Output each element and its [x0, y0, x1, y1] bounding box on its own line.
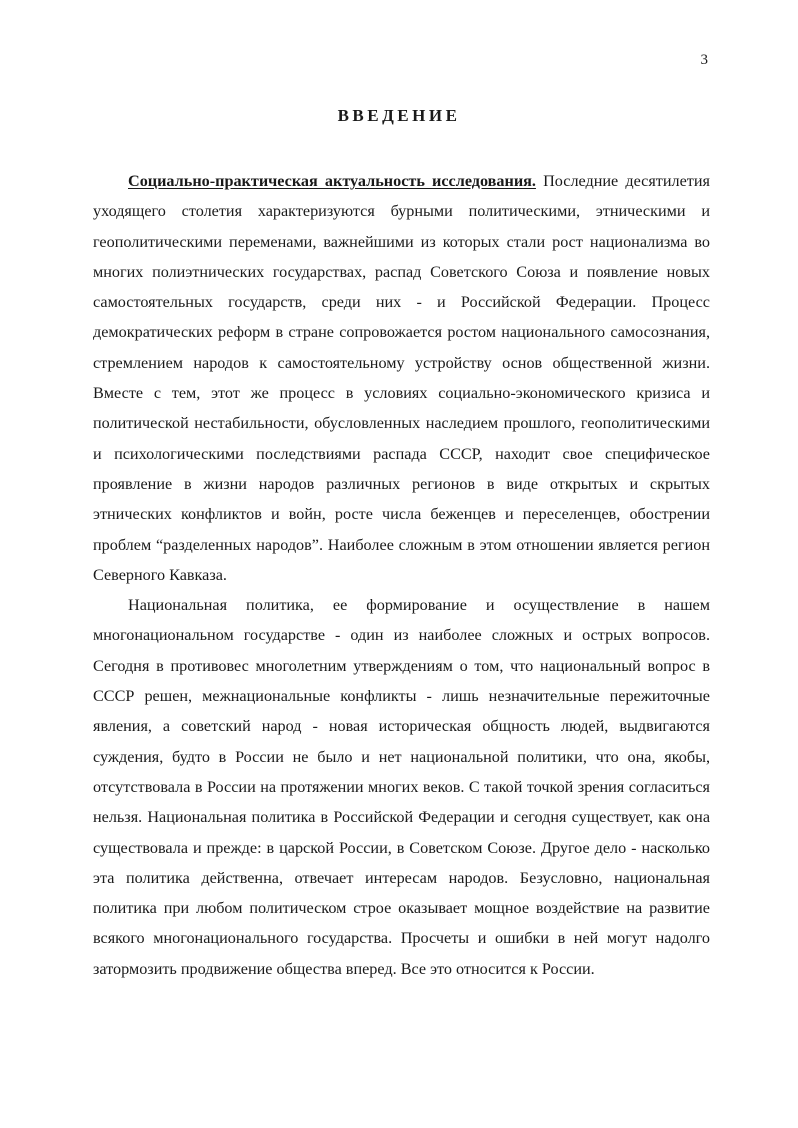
section-title: ВВЕДЕНИЕ: [337, 106, 461, 125]
paragraph-text: Национальная политика, ее формирование и осуществление в нашем многонациональном государстве - один из наиболее сложных и острых вопросов. Сегодня в противовес многолетним утверждениям о том, что национальный вопрос в СССР решен, межнациональные конфликты - лишь незначительные пережиточные явления, а советский народ - новая историческая общность людей, выдвигаются суждения, будто в России не было и нет национальной политики, что она, якобы, отсутствовала в России на протяжении многих веков. С такой точкой зрения согласиться нельзя. Национальная политика в Российской Федерации и сегодня существует, как она существовала и прежде: в царской России, в Советском Союзе. Другое дело - насколько эта политика действенна, отвечает интересам народов. Безусловно, национальная политика при любом политическом строе оказывает мощное воздействие на развитие всякого многонационального государства. Просчеты и ошибки в ней могут надолго затормозить продвижение общества вперед. Все это относится к России.: [93, 596, 710, 978]
paragraph: [93, 166, 710, 590]
body-text: [93, 166, 710, 984]
paragraph-lead-heading: Социально-практическая актуальность исследования.: [128, 172, 536, 190]
paragraph-text: Последние десятилетия уходящего столетия характеризуются бурными политическими, этническими и геополитическими переменами, важнейшими из которых стали рост национализма во многих полиэтнических государствах, распад Советского Союза и появление новых самостоятельных государств, среди них - и Российской Федерации. Процесс демократических реформ в стране сопровожается ростом национального самосознания, стремлением народов к самостоятельному устройству основ общественной жизни. Вместе с тем, этот же процесс в условиях социально-экономического кризиса и политической нестабильности, обусловленных наследием прошлого, геополитическими и психологическими последствиями распада СССР, находит свое специфическое проявление в жизни народов различных регионов в виде открытых и скрытых этнических конфликтов и войн, росте числа беженцев и переселенцев, обострении проблем “разделенных народов”. Наиболее сложным в этом отношении является регион Северного Кавказа.: [93, 172, 710, 584]
paragraph: [93, 590, 710, 984]
page-number: 3: [700, 52, 708, 68]
